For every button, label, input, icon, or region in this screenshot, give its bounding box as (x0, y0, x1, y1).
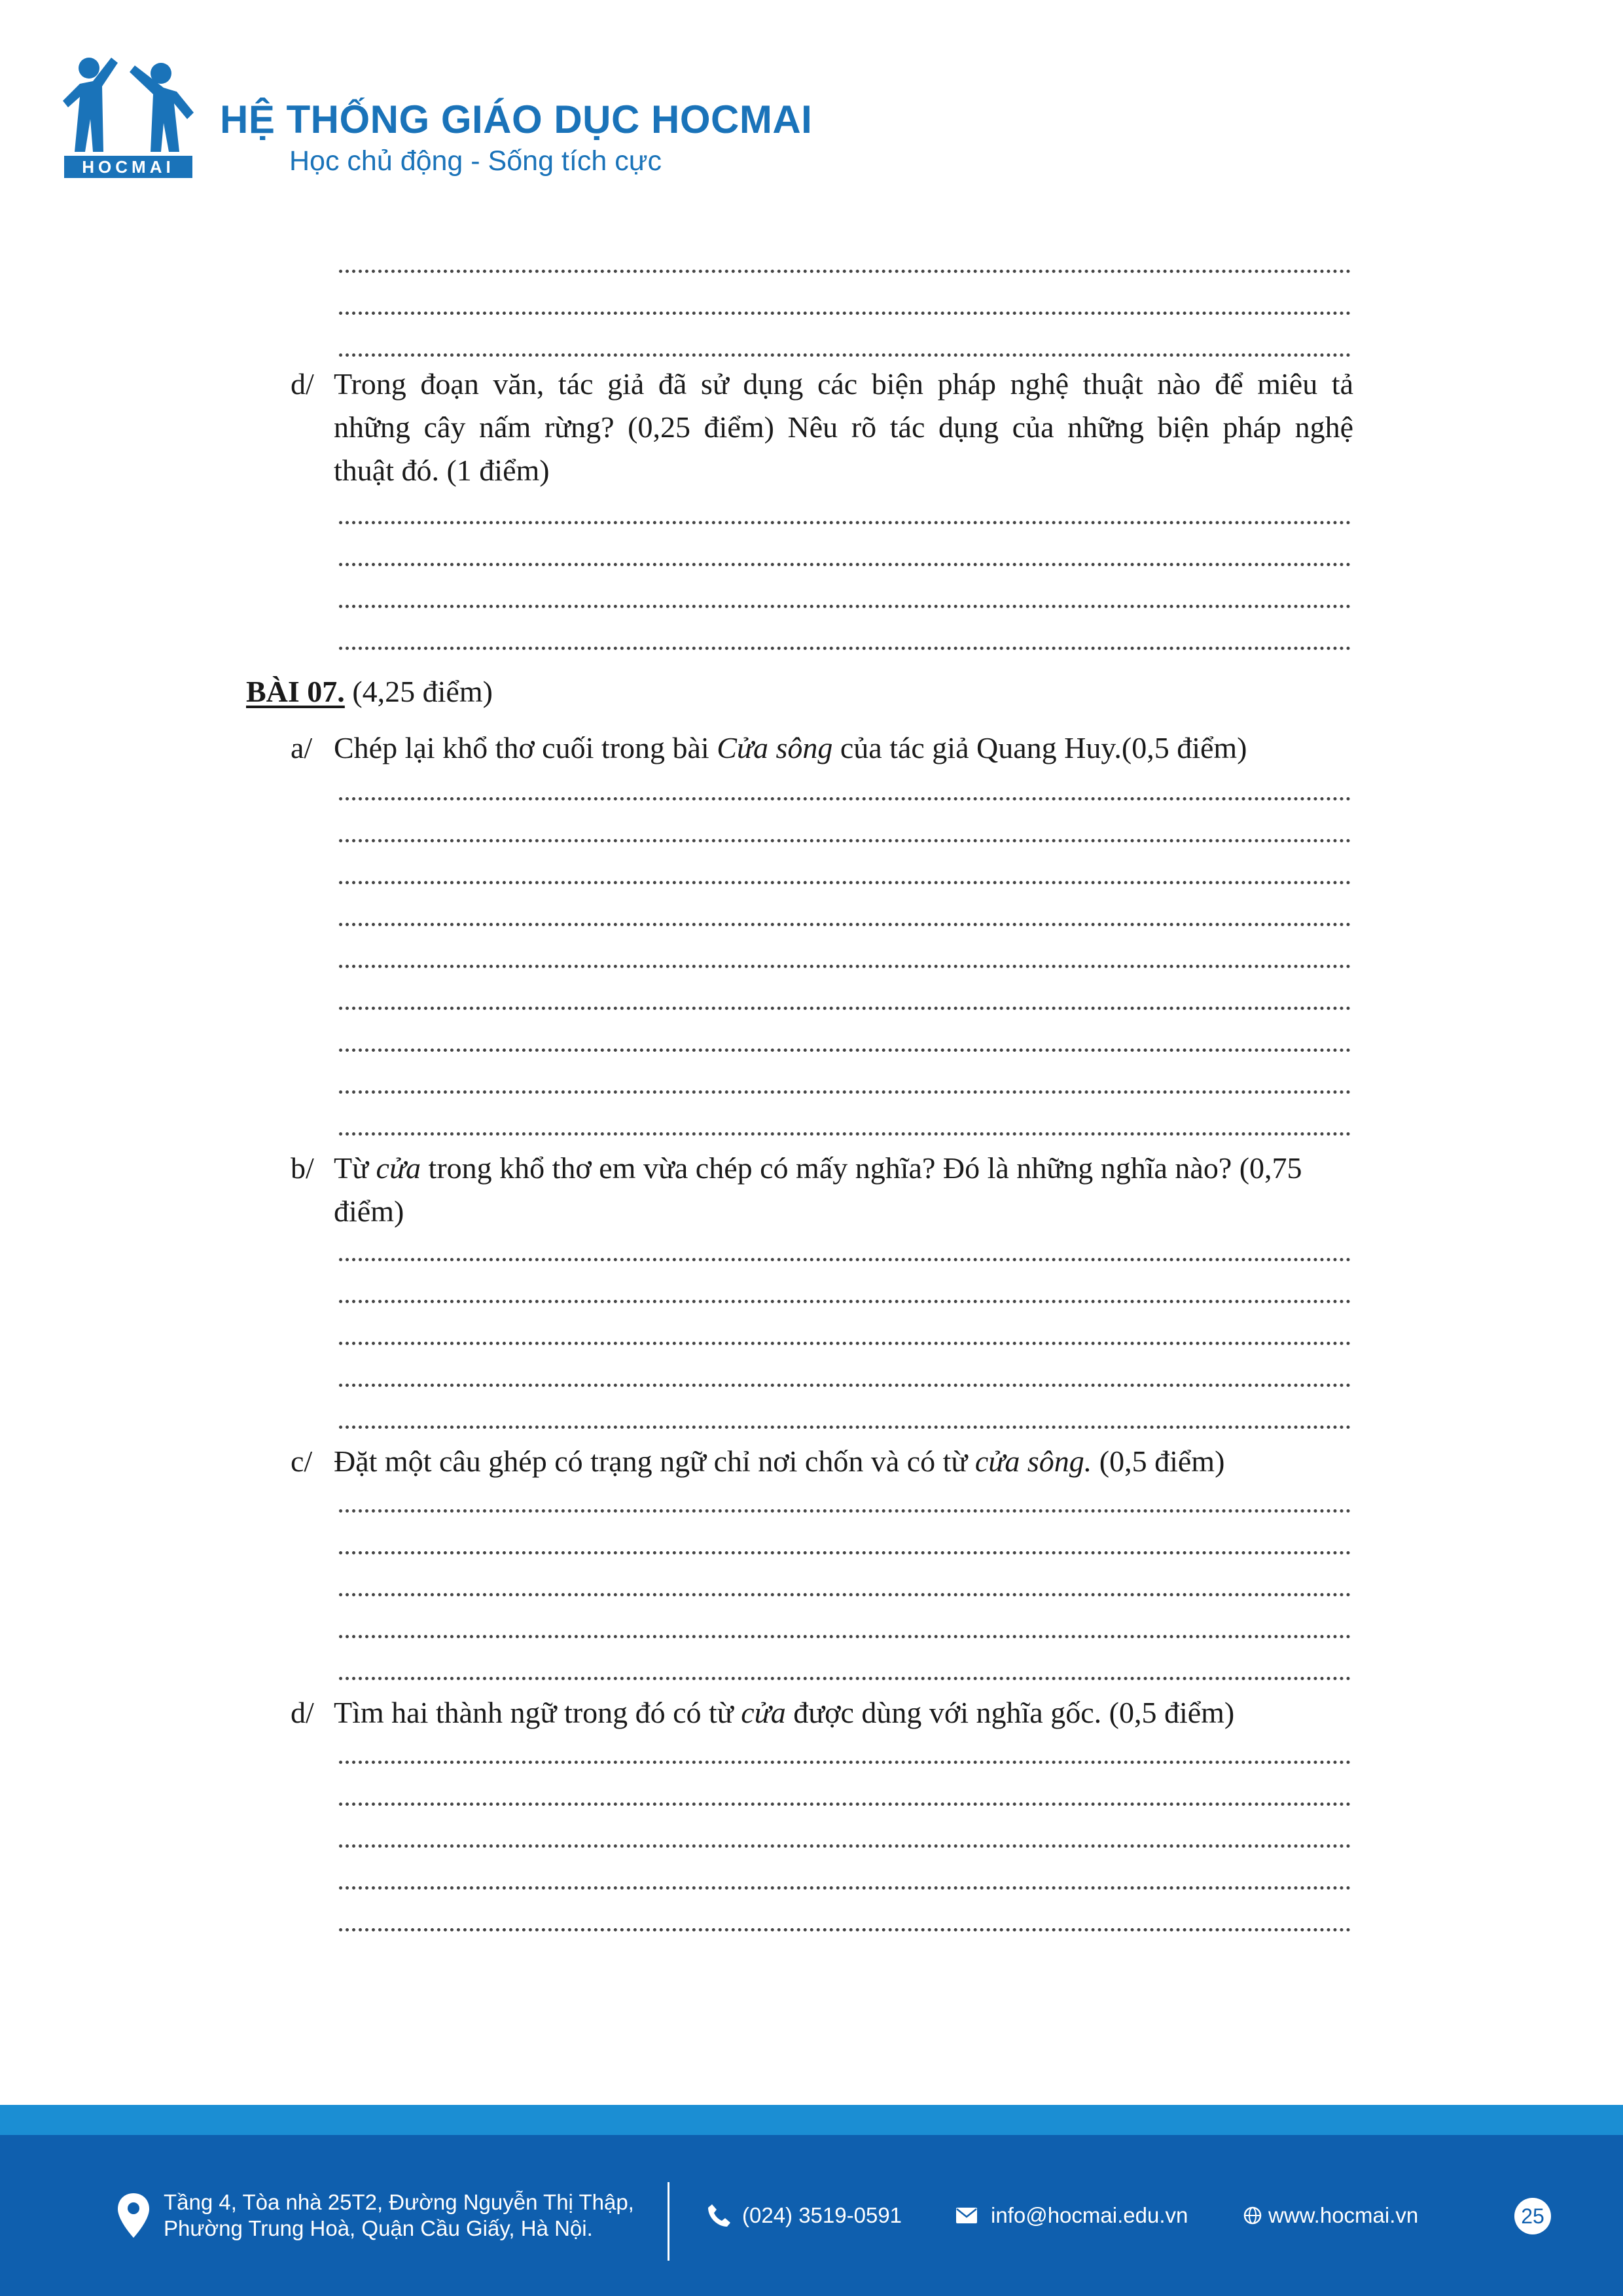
answer-line (339, 980, 1351, 1010)
text-segment: Tìm hai thành ngữ trong đó có từ (334, 1696, 741, 1729)
italic-segment: cửa (741, 1696, 786, 1729)
text-segment: Từ (334, 1151, 376, 1185)
text-segment: trong khổ thơ em vừa chép có mấy nghĩa? Đó là những nghĩa nào? (0,75 (421, 1151, 1302, 1185)
phone-icon (707, 2203, 732, 2228)
answer-line (339, 813, 1351, 842)
answer-line (339, 1064, 1351, 1094)
logo-text: HOCMAI (82, 157, 175, 177)
address-line: Tầng 4, Tòa nhà 25T2, Đường Nguyễn Thị Thập, (164, 2190, 634, 2214)
website-link[interactable]: www.hocmai.vn (1268, 2203, 1419, 2227)
question-letter: d/ (291, 1696, 314, 1729)
answer-line (339, 495, 1351, 524)
footer-phone (707, 2135, 902, 2296)
question-line (334, 726, 1353, 770)
answer-line (339, 897, 1351, 926)
text-segment: được dùng với nghĩa gốc. (0,5 điểm) (785, 1696, 1235, 1729)
question-letter: a/ (291, 731, 313, 764)
mail-icon (955, 2207, 978, 2224)
question-d2-text (334, 1691, 1353, 1734)
answer-line (339, 855, 1351, 884)
page-header (63, 54, 914, 185)
answer-line (339, 1651, 1351, 1680)
question-letter: c/ (291, 1444, 313, 1478)
answer-line (339, 1902, 1351, 1931)
question-line: Trong đoạn văn, tác giả đã sử dụng các biện pháp nghệ thuật nào để miêu tả (334, 367, 1353, 401)
text-segment: của tác giả Quang Huy.(0,5 điểm) (832, 731, 1247, 764)
italic-segment: cửa (376, 1151, 421, 1185)
footer-email (955, 2135, 1188, 2296)
answer-line (339, 1106, 1351, 1136)
question-line: những cây nấm rừng? (0,25 điểm) Nêu rõ tác dụng của những biện pháp nghệ (334, 410, 1353, 444)
address-line: Phường Trung Hoà, Quận Cầu Giấy, Hà Nội. (164, 2216, 593, 2240)
question-letter: d/ (291, 367, 314, 401)
footer-divider (668, 2182, 669, 2261)
answer-line (339, 537, 1351, 566)
italic-segment: Cửa sông (717, 731, 833, 764)
email-address[interactable]: info@hocmai.edu.vn (991, 2203, 1188, 2227)
footer-website (1243, 2135, 1418, 2296)
answer-line (339, 1232, 1351, 1261)
footer-address (116, 2135, 634, 2296)
answer-line (339, 1022, 1351, 1052)
answer-line (339, 1609, 1351, 1638)
answer-line (339, 1525, 1351, 1554)
answer-line (339, 579, 1351, 608)
location-pin-icon (116, 2192, 151, 2239)
answer-line (339, 1734, 1351, 1764)
brand-slogan: Học chủ động - Sống tích cực (289, 145, 662, 177)
question-line: thuật đó. (1 điểm) (334, 454, 550, 487)
answer-line (339, 939, 1351, 968)
answer-line (339, 1399, 1351, 1429)
answer-line (339, 1567, 1351, 1596)
phone-number[interactable]: (024) 3519-0591 (742, 2203, 902, 2227)
section-title (246, 670, 493, 713)
question-line (334, 1691, 1353, 1734)
answer-line (339, 620, 1351, 650)
address-block (164, 2189, 634, 2242)
hocmai-logo-icon (63, 54, 194, 178)
section-points: (4,25 điểm) (352, 675, 493, 708)
text-segment: Chép lại khổ thơ cuối trong bài (334, 731, 717, 764)
answer-line (339, 1357, 1351, 1387)
globe-icon (1243, 2206, 1262, 2225)
footer-accent-strip (0, 2105, 1623, 2135)
page-number: 25 (1514, 2198, 1551, 2234)
question-line (334, 1147, 1353, 1190)
answer-line (339, 285, 1351, 315)
answer-line (339, 1274, 1351, 1303)
text-segment: Đặt một câu ghép có trạng ngữ chỉ nơi chốn và có từ (334, 1444, 975, 1478)
answer-line (339, 1483, 1351, 1513)
question-b-text (334, 1147, 1353, 1233)
answer-line (339, 1776, 1351, 1806)
question-letter: b/ (291, 1151, 314, 1185)
answer-line (339, 327, 1351, 357)
question-line: điểm) (334, 1194, 404, 1228)
page-footer (0, 2135, 1623, 2296)
brand-title: HỆ THỐNG GIÁO DỤC HOCMAI (220, 98, 813, 141)
answer-line (339, 243, 1351, 273)
answer-line (339, 1316, 1351, 1345)
question-d-text (334, 363, 1353, 492)
answer-line (339, 771, 1351, 800)
question-a-text (334, 726, 1353, 770)
answer-line (339, 1818, 1351, 1848)
question-line (334, 1440, 1353, 1483)
section-number: BÀI 07. (246, 675, 345, 708)
answer-line (339, 1860, 1351, 1890)
question-c-text (334, 1440, 1353, 1483)
italic-segment: cửa sông. (974, 1444, 1092, 1478)
text-segment: (0,5 điểm) (1092, 1444, 1225, 1478)
